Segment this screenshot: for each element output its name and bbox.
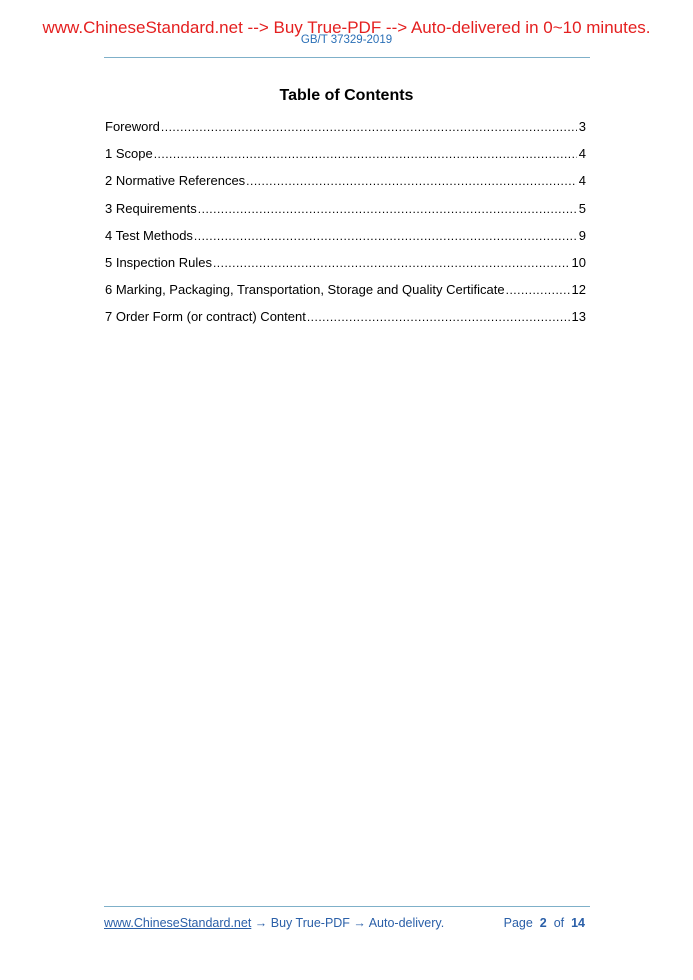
toc-entry-page: 3 <box>578 119 586 134</box>
toc-entry-scope[interactable] <box>105 146 586 173</box>
footer-site-link[interactable]: www.ChineseStandard.net <box>104 916 252 930</box>
toc-entry-page: 4 <box>578 146 586 162</box>
toc-entry-page: 13 <box>571 309 586 325</box>
toc-entry-page: 12 <box>571 282 586 298</box>
toc-entry-label: Foreword <box>105 119 160 134</box>
toc-entry-label: 4 Test Methods <box>105 227 193 243</box>
toc-entry-foreword[interactable] <box>105 119 586 146</box>
header-divider <box>104 57 590 58</box>
table-of-contents <box>105 119 586 337</box>
toc-entry-page: 4 <box>578 173 586 189</box>
toc-entry-page: 10 <box>571 254 586 270</box>
toc-dot-leader <box>213 256 570 270</box>
page-number <box>504 916 585 930</box>
toc-entry-marking-packaging[interactable] <box>105 282 586 309</box>
toc-dot-leader <box>194 229 577 243</box>
toc-entry-label: 5 Inspection Rules <box>105 254 212 270</box>
toc-entry-order-form[interactable] <box>105 309 586 336</box>
toc-entry-label: 6 Marking, Packaging, Transportation, Storage and Quality Certificate <box>105 282 505 298</box>
footer-divider <box>104 906 590 907</box>
toc-dot-leader <box>161 120 577 134</box>
page-label: Page <box>503 916 533 930</box>
toc-dot-leader <box>307 310 570 324</box>
toc-entry-label: 1 Scope <box>105 146 153 162</box>
toc-entry-label: 3 Requirements <box>105 200 197 216</box>
toc-entry-requirements[interactable] <box>105 201 586 228</box>
page-current: 2 <box>539 916 547 930</box>
toc-dot-leader <box>506 283 570 297</box>
page-of: of <box>553 916 565 930</box>
toc-entry-test-methods[interactable] <box>105 228 586 255</box>
toc-entry-inspection-rules[interactable] <box>105 255 586 282</box>
toc-dot-leader <box>154 147 577 161</box>
toc-dot-leader <box>246 174 577 188</box>
toc-title: Table of Contents <box>279 87 414 104</box>
toc-entry-label: 2 Normative References <box>105 173 246 189</box>
footer-promo <box>104 916 444 930</box>
page-total: 14 <box>571 916 585 930</box>
promo-banner[interactable]: www.ChineseStandard.net --> Buy True-PDF --> Auto-delivered in 0~10 minutes. <box>42 18 651 37</box>
toc-entry-page: 9 <box>578 227 586 243</box>
toc-dot-leader <box>198 202 577 216</box>
toc-entry-normative-references[interactable] <box>105 173 586 200</box>
standard-code: GB/T 37329-2019 <box>300 34 393 46</box>
toc-entry-page: 5 <box>578 200 586 216</box>
footer-promo-text: → Buy True-PDF → Auto-delivery. <box>251 916 445 930</box>
toc-entry-label: 7 Order Form (or contract) Content <box>105 309 306 325</box>
